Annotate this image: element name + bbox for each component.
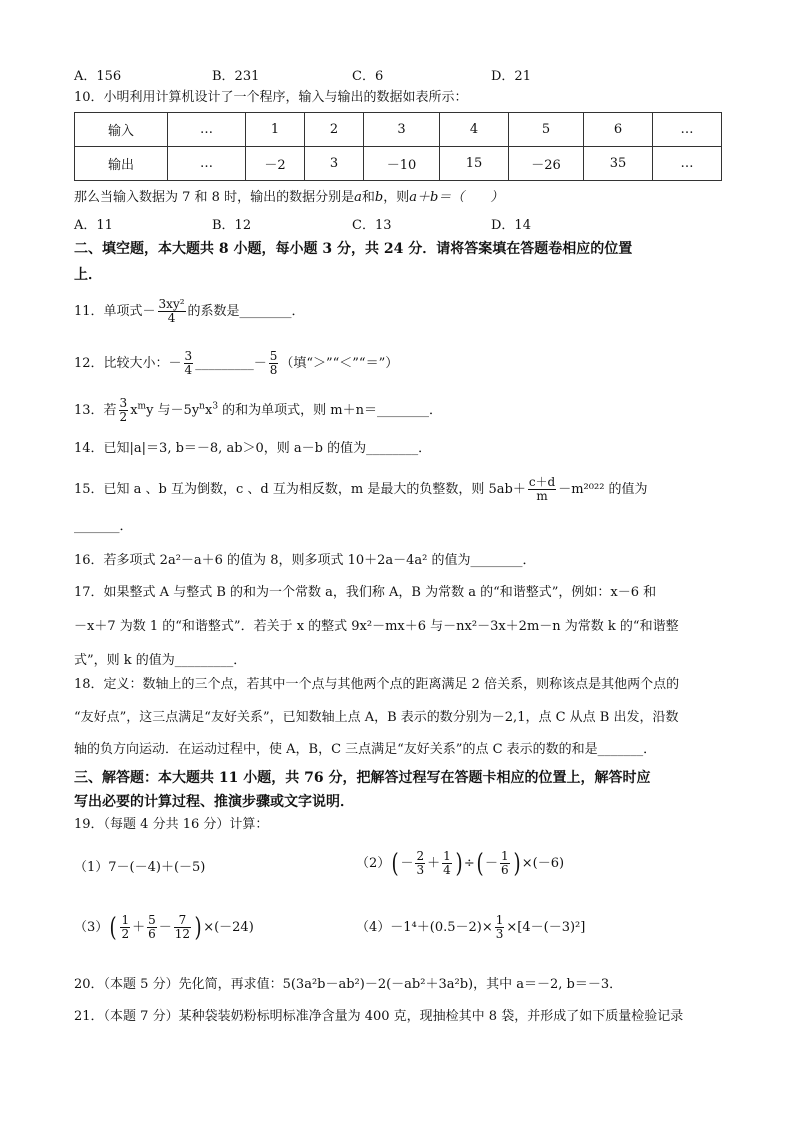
q19-part2: （2）( － $\frac{2}{3}$ ＋ $\frac{1}{4}$ ) ÷( － $\frac{1}{6}$ ) ×(－6)	[356, 848, 565, 879]
q15: 15．已知 a 、b 互为倒数，c 、d 互为相反数，m 是最大的负整数，则 5ab＋ $\frac{c+d}{m}$ －m²⁰²² 的值为	[74, 475, 648, 503]
table-cell: 3	[364, 113, 440, 147]
section-heading-fill-in-cont: 上．	[74, 267, 102, 283]
q15-answer-line: _______．	[74, 519, 133, 534]
table-cell: 5	[509, 113, 584, 147]
q21: 21．（本题 7 分）某种袋装奶粉标明标准净含量为 400 克，现抽检其中 8 袋，并形成了如下质量检验记录	[74, 1009, 684, 1024]
q18-line2: “友好点”，这三点满足“友好关系”，已知数轴上点 A，B 表示的数分别为－2,1，点 C 从点 B 出发，沿数	[74, 710, 679, 725]
table-cell: …	[168, 113, 246, 147]
q17-line3: 式”，则 k 的值为_________．	[74, 653, 247, 668]
q20: 20．（本题 5 分）先化简，再求值：5(3a²b－ab²)－2(－ab²＋3a²b)，其中 a＝－2, b＝－3．	[74, 977, 623, 992]
q18-line3: 轴的负方向运动．在运动过程中，使 A，B，C 三点满足“友好关系”的点 C 表示的数的和是_______．	[74, 742, 657, 757]
q19-part4: （4）－1⁴＋(0.5－2)× $\frac{1}{3}$ ×[4－(－3)²]	[356, 913, 586, 941]
table-cell: …	[168, 147, 246, 181]
q10-option-b: B．12	[212, 218, 252, 233]
q15-fraction: $\frac{c+d}{m}$	[528, 475, 556, 503]
q10-option-c: C．13	[352, 218, 392, 233]
q10-stem: 10．小明利用计算机设计了一个程序，输入与输出的数据如表所示：	[74, 90, 468, 105]
q12: 12．比较大小：－ $\frac{3}{4}$ _________－ $\frac{5}{8}$ （填“＞”“＜”“＝”）	[74, 349, 399, 377]
table-row	[75, 113, 722, 147]
q11: 11．单项式－ $\frac{\text{3xy²}}{4}$ 的系数是________．	[74, 297, 305, 325]
table-cell: 6	[584, 113, 653, 147]
q10-option-d: D．14	[491, 218, 531, 233]
table-header-output: 输出	[75, 147, 168, 181]
table-cell: …	[653, 113, 722, 147]
section-heading-fill-in: 二、填空题，本大题共 8 小题，每小题 3 分，共 24 分．请将答案填在答题卷相应的位置	[74, 241, 633, 257]
q17-line1: 17．如果整式 A 与整式 B 的和为一个常数 a，我们称 A，B 为常数 a 的“和谐整式”，例如：x－6 和	[74, 585, 657, 600]
q13: 13．若 $\frac{3}{2}$ $x^my$ 与$-5y^nx^3$ 的和为单项式，则 m＋n＝________．	[74, 396, 443, 424]
q11-fraction: $\frac{\text{3xy²}}{4}$	[158, 297, 185, 325]
table-cell: 15	[440, 147, 509, 181]
q19-stem: 19．（每题 4 分共 16 分）计算：	[74, 817, 269, 832]
table-cell: －2	[246, 147, 305, 181]
q13-fraction: $\frac{3}{2}$	[119, 396, 128, 424]
section-heading-solve: 三、解答题：本大题共 11 小题，共 76 分，把解答过程写在答题卡相应的位置上，解答时应	[74, 770, 651, 786]
table-cell: 35	[584, 147, 653, 181]
q9-option-d: D．21	[491, 69, 531, 84]
table-cell: 2	[305, 113, 364, 147]
q19-part3: （3）( $\frac{1}{2}$ ＋ $\frac{5}{6}$ － $\frac{7}{12}$ ) ×(－24)	[74, 912, 254, 943]
q18-line1: 18．定义：数轴上的三个点，若其中一个点与其他两个点的距离满足 2 倍关系，则称该点是其他两个点的	[74, 677, 680, 692]
q9-option-b: B．231	[212, 69, 260, 84]
q9-option-a: A．156	[74, 69, 122, 84]
table-cell: －10	[364, 147, 440, 181]
q16: 16．若多项式 2a²－a＋6 的值为 8，则多项式 10＋2a－4a² 的值为________．	[74, 553, 536, 568]
table-header-input: 输入	[75, 113, 168, 147]
q12-fraction-2: $\frac{5}{8}$	[269, 349, 278, 377]
table-cell: 1	[246, 113, 305, 147]
q17-line2: －x＋7 为数 1 的“和谐整式”．若关于 x 的整式 9x²－mx＋6 与－nx²－3x＋2m－n 为常数 k 的“和谐整	[74, 619, 679, 634]
table-cell: 4	[440, 113, 509, 147]
q10-option-a: A．11	[74, 218, 113, 233]
q10-question: 那么当输入数据为 7 和 8 时，输出的数据分别是a和b，则a＋b＝（ ）	[74, 190, 504, 205]
table-cell: －26	[509, 147, 584, 181]
table-cell: 3	[305, 147, 364, 181]
q9-option-c: C．6	[352, 69, 384, 84]
q13-expression: $x^my$ 与$-5y^nx^3$ 的和为单项式，则 m＋n＝________．	[130, 401, 443, 418]
table-row	[75, 147, 722, 181]
q19-part1: （1）7－(－4)＋(－5)	[74, 860, 206, 875]
io-table	[74, 112, 722, 181]
table-cell: …	[653, 147, 722, 181]
section-heading-solve-cont: 写出必要的计算过程、推演步骤或文字说明．	[74, 794, 354, 810]
q14: 14．已知|a|＝3, b＝－8, ab＞0，则 a－b 的值为________．	[74, 441, 432, 456]
q12-fraction-1: $\frac{3}{4}$	[184, 349, 193, 377]
